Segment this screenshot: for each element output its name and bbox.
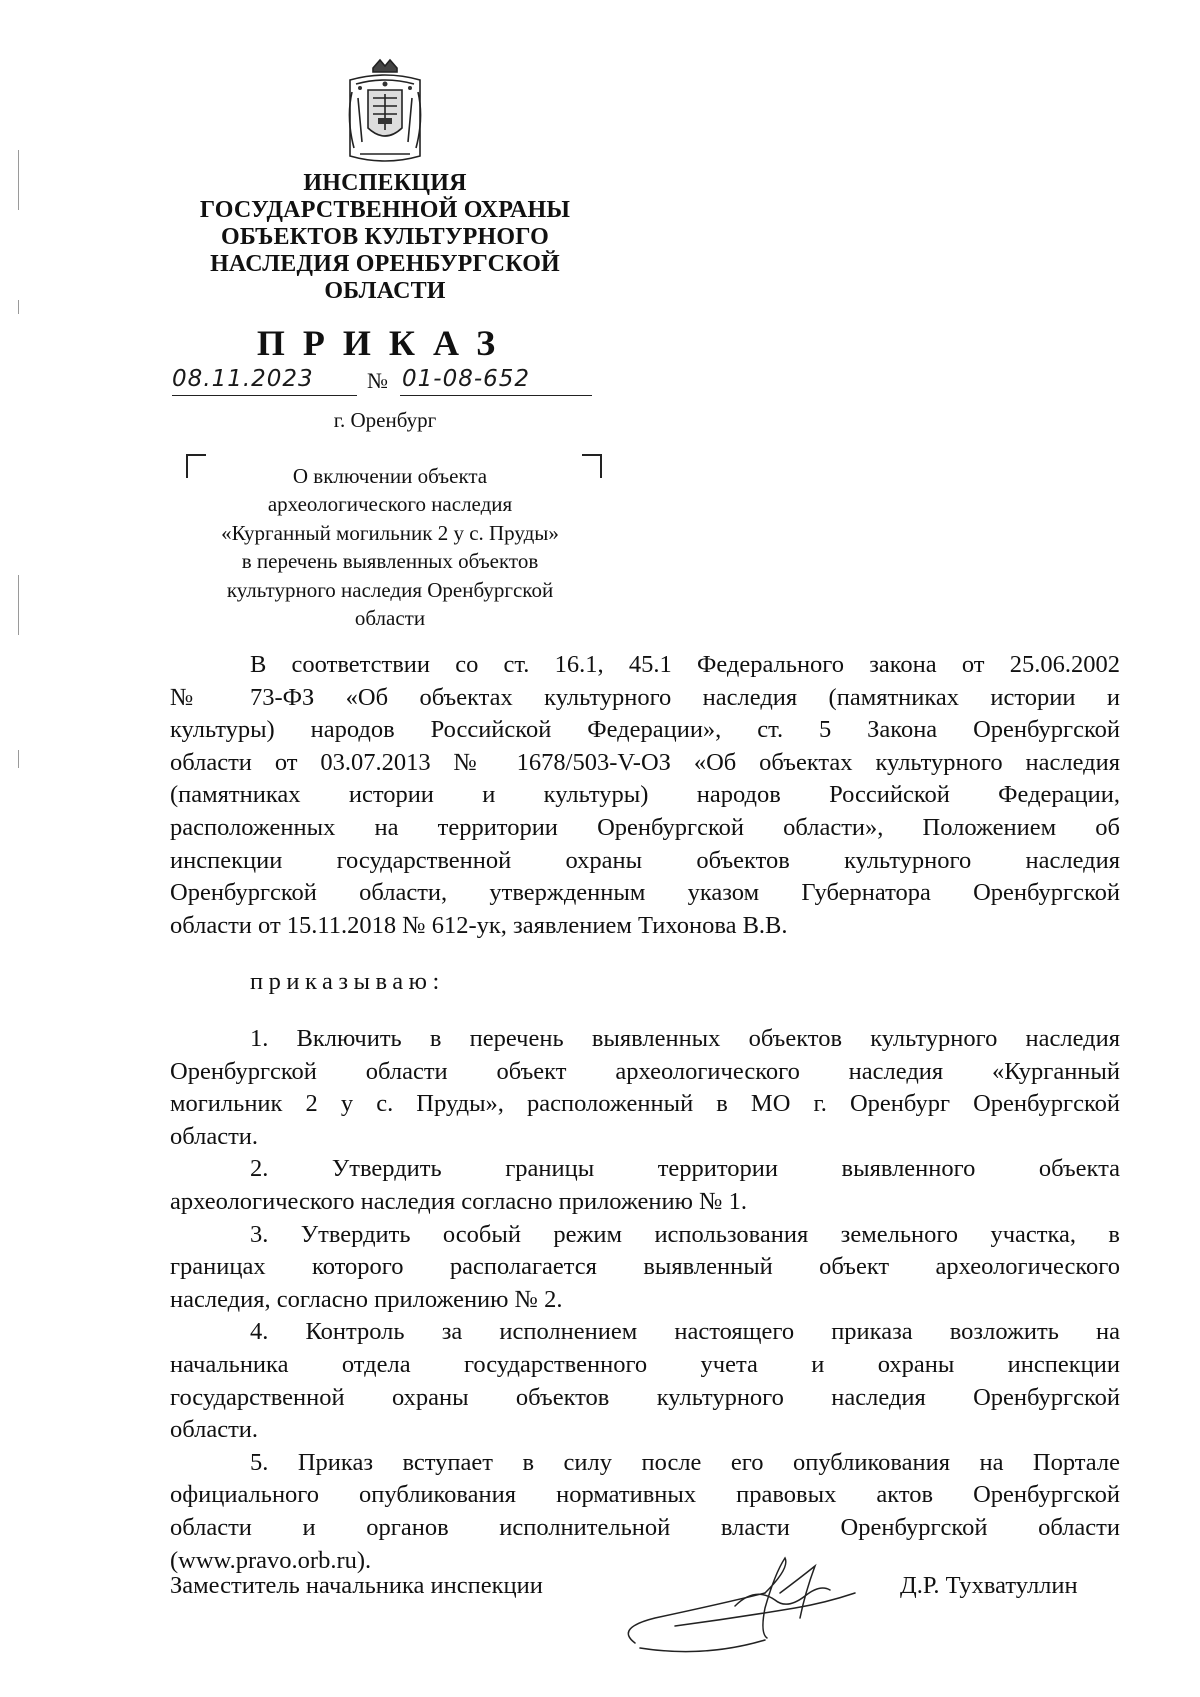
order-item-line: Оренбургской области объект археологического наследия «Курганный	[170, 1057, 1120, 1085]
organization-name-line: ИНСПЕКЦИЯ	[303, 170, 467, 196]
scan-speck	[18, 150, 19, 210]
organization-name	[150, 170, 620, 305]
handwritten-date: 08.11.2023	[172, 366, 314, 392]
preamble-line: культуры) народов Российской Федерации», ст. 5 Закона Оренбургской	[170, 716, 1120, 744]
signatory-name: Д.Р. Тухватуллин	[900, 1572, 1078, 1599]
handwritten-number: 01-08-652	[402, 366, 531, 392]
scan-speck	[18, 300, 19, 314]
preamble-line: Оренбургской области, утвержденным указом Губернатора Оренбургской	[170, 879, 1120, 907]
preamble-line: (памятниках истории и культуры) народов Российской Федерации,	[170, 781, 1120, 809]
order-item-line: официального опубликования нормативных правовых актов Оренбургской	[170, 1481, 1120, 1509]
order-item-line: могильник 2 у с. Пруды», расположенный в МО г. Оренбург Оренбургской	[170, 1090, 1120, 1118]
coat-of-arms-emblem	[340, 58, 430, 168]
handwritten-signature	[615, 1548, 865, 1668]
subject-line: культурного наследия Оренбургской	[226, 577, 554, 602]
order-item-line: наследия, согласно приложению № 2.	[170, 1285, 563, 1313]
date-underline	[172, 395, 357, 396]
signatory-role: Заместитель начальника инспекции	[170, 1572, 543, 1599]
preamble-line: В соответствии со ст. 16.1, 45.1 Федерального закона от 25.06.2002	[250, 651, 1120, 678]
order-item-line: 5. Приказ вступает в силу после его опубликования на Портале	[250, 1448, 1120, 1476]
order-item-line: начальника отдела государственного учета и охраны инспекции	[170, 1350, 1120, 1378]
subject-line: О включении объекта	[292, 464, 488, 488]
order-item-line: границах которого располагается выявленный объект археологического	[170, 1253, 1120, 1281]
organization-name-line: ОБЛАСТИ	[324, 278, 446, 304]
organization-name-line: ГОСУДАРСТВЕННОЙ ОХРАНЫ	[199, 197, 571, 223]
order-item-line: археологического наследия согласно приложению № 1.	[170, 1187, 747, 1215]
document-type-title: ПРИКАЗ	[256, 323, 514, 363]
preamble-paragraph	[170, 649, 1120, 942]
city: г. Оренбург	[333, 408, 437, 432]
subject-line: «Курганный могильник 2 у с. Пруды»	[221, 520, 559, 545]
number-underline	[400, 395, 592, 396]
date-number-line	[172, 366, 592, 406]
organization-name-line: НАСЛЕДИЯ ОРЕНБУРГСКОЙ	[210, 251, 560, 277]
preamble-line: № 73-ФЗ «Об объектах культурного наследия (памятниках истории и	[170, 683, 1120, 711]
order-item-line: области.	[170, 1122, 259, 1150]
scan-speck	[18, 750, 19, 768]
order-items	[170, 1023, 1120, 1577]
order-item-line: (www.pravo.orb.ru).	[170, 1546, 372, 1574]
order-item-line: области.	[170, 1416, 259, 1444]
preamble-line: инспекции государственной охраны объектов культурного наследия	[170, 846, 1120, 874]
order-item-line: государственной охраны объектов культурного наследия Оренбургской	[170, 1383, 1120, 1411]
organization-name-line: ОБЪЕКТОВ КУЛЬТУРНОГО	[220, 224, 550, 250]
order-item-line: 4. Контроль за исполнением настоящего приказа возложить на	[250, 1318, 1120, 1346]
subject-line: в перечень выявленных объектов	[241, 549, 539, 574]
preamble-line: расположенных на территории Оренбургской области», Положением об	[170, 813, 1120, 841]
preamble-line: области от 03.07.2013 № 1678/503-V-ОЗ «Об объектах культурного наследия	[170, 748, 1120, 776]
number-label: №	[367, 368, 388, 393]
order-item-line: 1. Включить в перечень выявленных объектов культурного наследия	[250, 1025, 1120, 1052]
scan-speck	[18, 575, 19, 635]
order-word: приказываю:	[250, 968, 445, 995]
order-item-line: 2. Утвердить границы территории выявленного объекта	[250, 1155, 1120, 1183]
order-item-line: 3. Утвердить особый режим использования земельного участка, в	[250, 1220, 1120, 1248]
subject-line: области	[354, 606, 426, 631]
subject-heading	[180, 462, 600, 632]
order-item-line: области и органов исполнительной власти Оренбургской области	[170, 1513, 1120, 1541]
preamble-line: области от 15.11.2018 № 612-ук, заявлением Тихонова В.В.	[170, 911, 788, 939]
subject-line: археологического наследия	[267, 492, 513, 517]
